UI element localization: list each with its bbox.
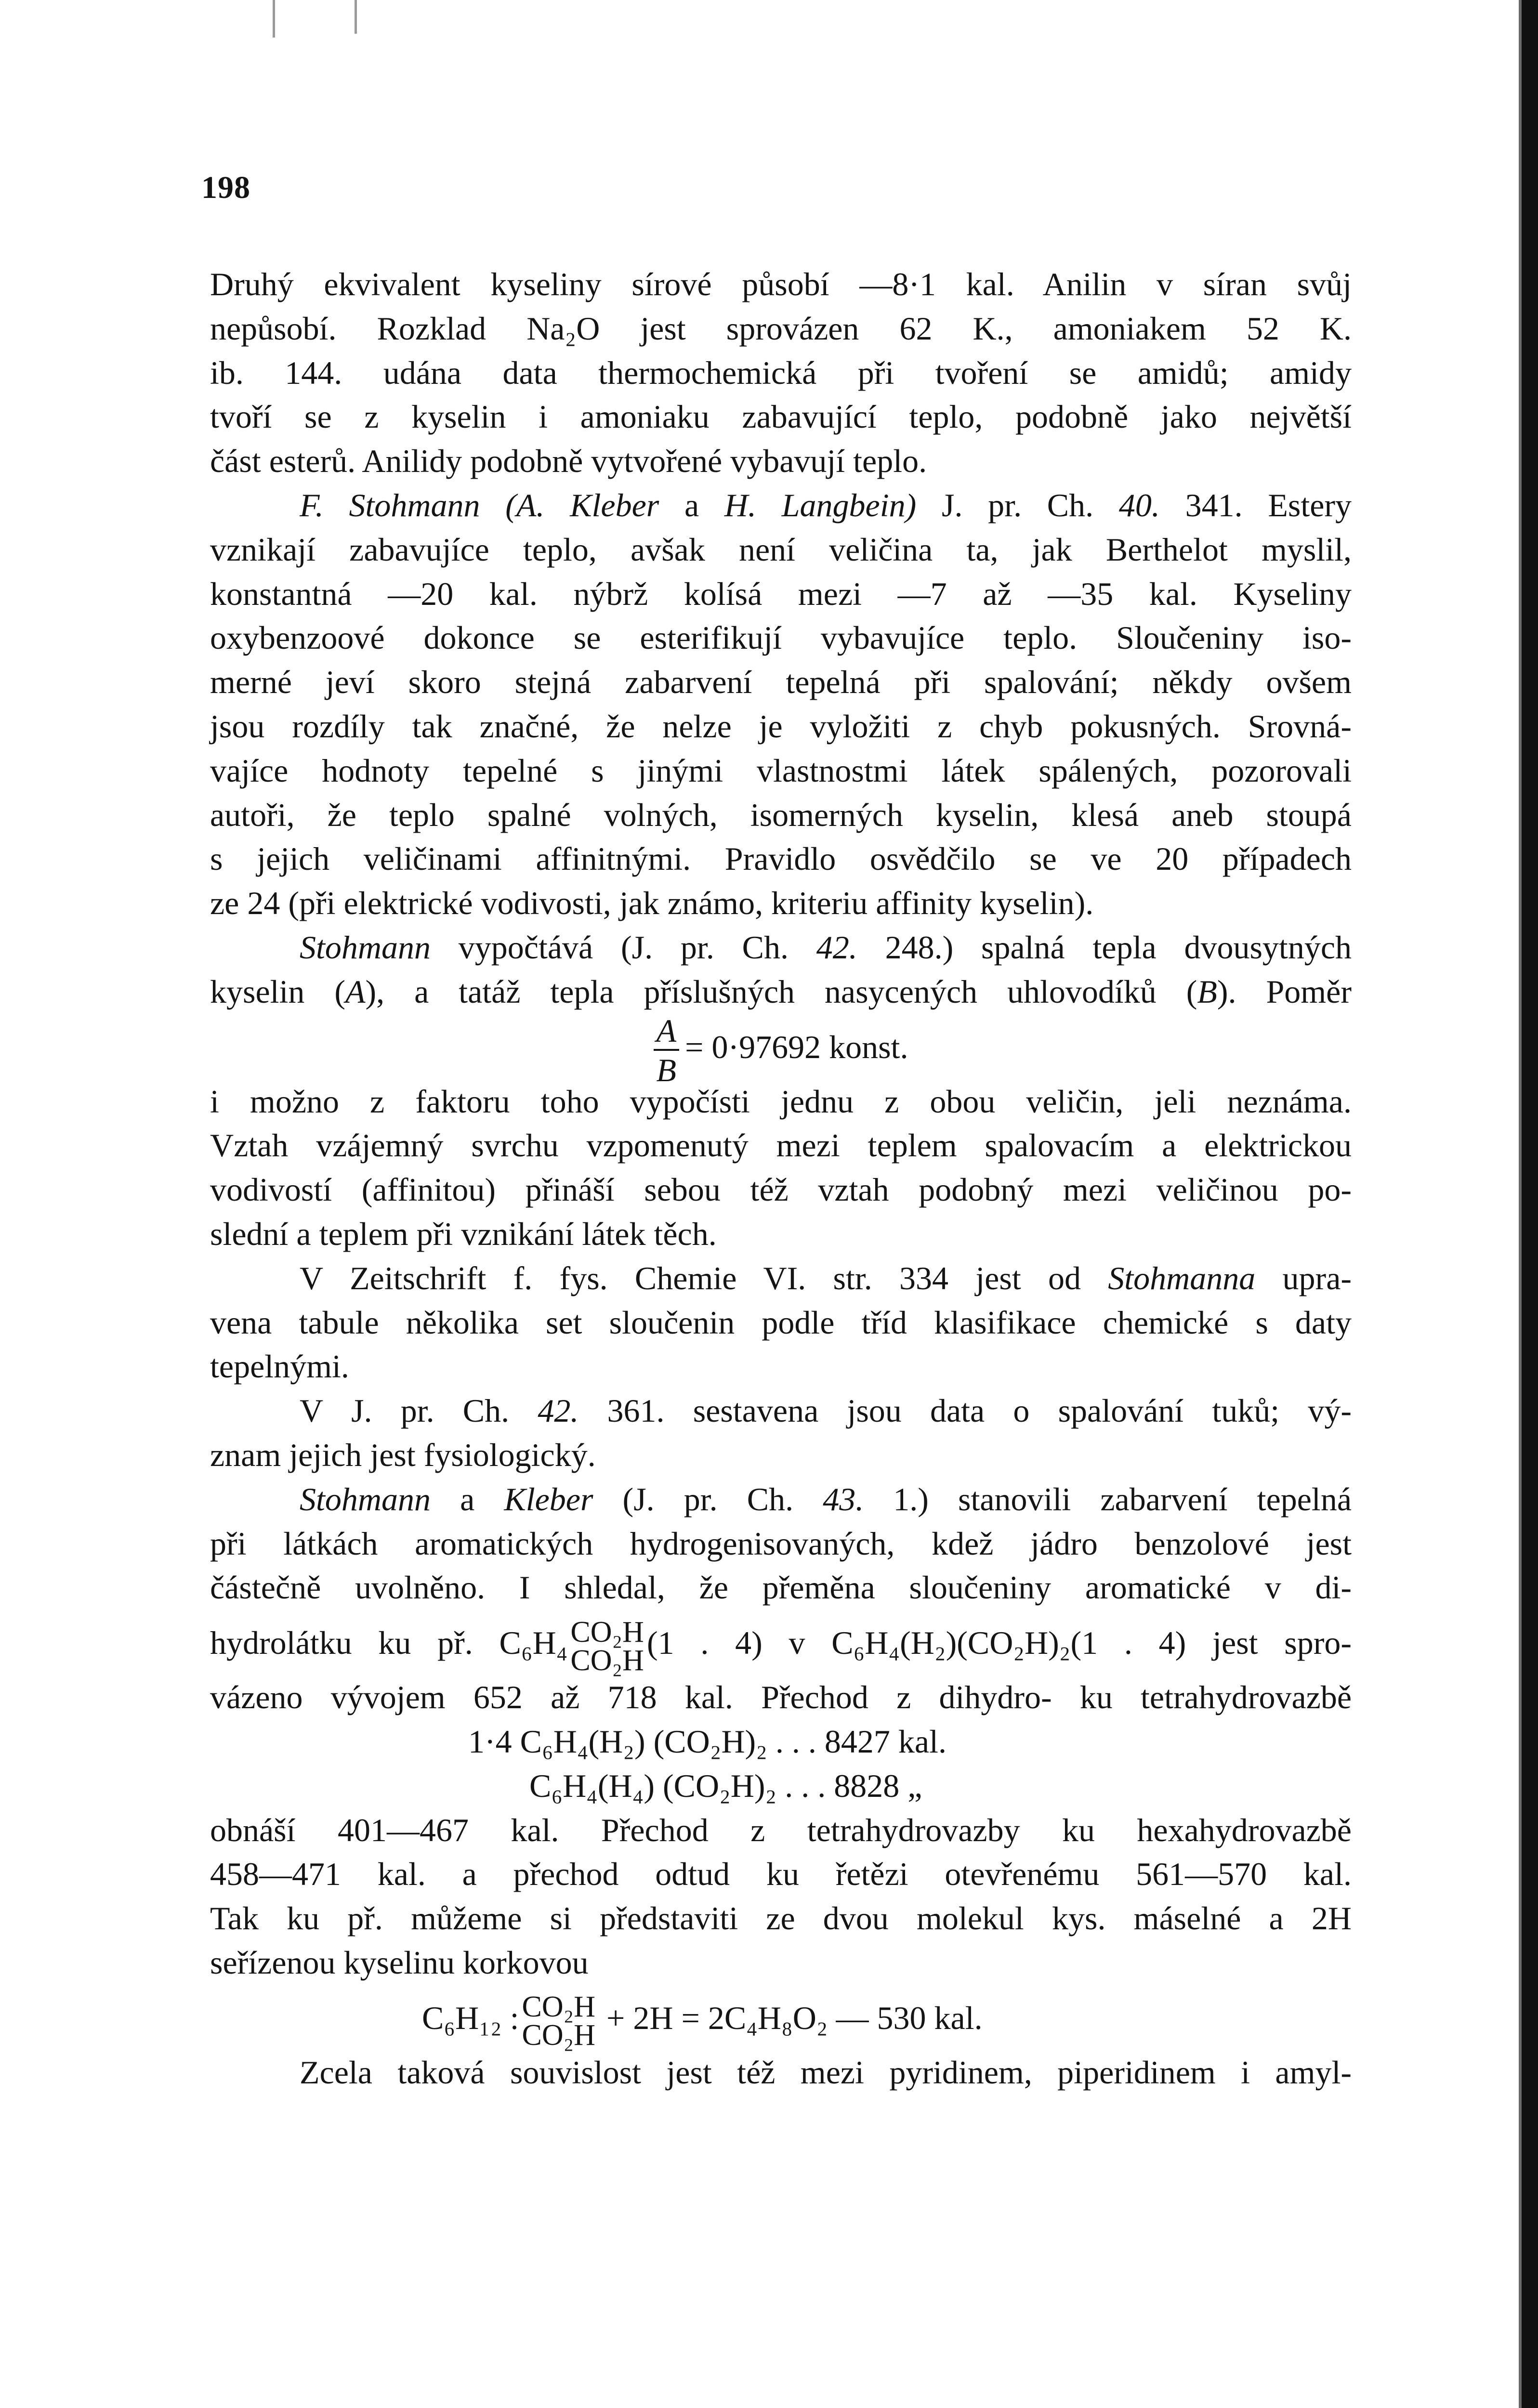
text-line: částečně uvolněno. I shledal, že přeměna sloučeniny aromatické v di-	[210, 1569, 1352, 1606]
volume-number: 42.	[538, 1392, 579, 1429]
scan-mark	[355, 0, 357, 34]
text-line: část esterů. Anilidy podobně vytvořené vybavují teplo.	[210, 443, 927, 480]
formula-stack	[570, 1615, 644, 1677]
text-fragment: hydrolátku ku př. C₆H₄	[210, 1624, 568, 1662]
formula-stack-bottom: CO₂H	[522, 2019, 596, 2052]
text-line: ib. 144. udána data thermochemická při tvoření se amidů; amidy	[210, 354, 1352, 391]
text-fragment: 248.) spalná tepla dvousytných	[885, 929, 1352, 966]
text-fragment: vypočtává (J. pr. Ch.	[458, 929, 789, 966]
formula-text-line	[210, 1610, 1352, 1675]
text-line: Tak ku př. můžeme si představiti ze dvou molekul kys. máselné a 2H	[210, 1900, 1352, 1937]
text-line: 458—471 kal. a přechod odtud ku řetězi otevřenému 561—570 kal.	[210, 1856, 1352, 1893]
volume-number: 43.	[823, 1480, 864, 1518]
formula-line: C₆H₄(H₄) (CO₂H)₂ . . . 8828 „	[529, 1767, 922, 1804]
text-line: Druhý ekvivalent kyseliny sírové působí —8·1 kal. Anilin v síran svůj	[210, 266, 1352, 302]
formula-stack	[522, 1990, 596, 2052]
paragraph	[210, 1478, 1352, 1720]
paragraph	[210, 262, 1352, 484]
volume-number: 40.	[1118, 486, 1160, 523]
text-line	[210, 1389, 1352, 1433]
text-line: vajíce hodnoty tepelné s jinými vlastnostmi látek spálených, pozorovali	[210, 752, 1352, 789]
equation-suberic-acid	[210, 1985, 1352, 2051]
text-line: tvoří se z kyselin i amoniaku zabavující teplo, podobně jako největší	[210, 398, 1352, 435]
text-line: oxybenzoové dokonce se esterifikují vybavujíce teplo. Sloučeniny iso-	[210, 619, 1352, 656]
equation-rhs: + 2H = 2C₄H₈O₂ — 530 kal.	[606, 1999, 983, 2036]
text-fragment: upra-	[1282, 1259, 1352, 1296]
paragraph	[210, 1389, 1352, 1478]
text-line: vznikají zabavujíce teplo, avšak není veličina ta, jak Berthelot myslil,	[210, 531, 1352, 568]
text-line: s jejich veličinami affinitnými. Pravidlo osvědčilo se ve 20 případech	[210, 840, 1352, 877]
formula-stack-top: CO₂H	[570, 1615, 644, 1649]
text-line: jsou rozdíly tak značné, že nelze je vyložiti z chyb pokusných. Srovná-	[210, 707, 1352, 745]
text-line	[210, 1478, 1352, 1522]
page-body	[210, 262, 1352, 2094]
text-fragment: 361. sestavena jsou data o spalování tuků; vý-	[607, 1392, 1352, 1429]
paragraph	[210, 1080, 1352, 1256]
symbol: B	[1197, 973, 1217, 1010]
text-line: Vztah vzájemný svrchu vzpomenutý mezi teplem spalovacím a elektrickou	[210, 1127, 1352, 1164]
author-name: Stohmann	[300, 929, 431, 966]
volume-number: 42.	[816, 929, 857, 966]
text-fragment: a	[460, 1480, 475, 1518]
fraction	[654, 1014, 680, 1086]
text-line: při látkách aromatických hydrogenisovaných, kdež jádro benzolové jest	[210, 1525, 1352, 1562]
text-line: znam jejich jest fysiologický.	[210, 1436, 596, 1473]
author-name: Kleber	[504, 1480, 593, 1518]
equation-rhs: = 0·97692 konst.	[685, 1028, 908, 1065]
scan-edge-strip	[1522, 0, 1538, 2408]
paragraph	[210, 926, 1352, 1014]
text-line: autoři, že teplo spalné volných, isomerných kyselin, klesá aneb stoupá	[210, 796, 1352, 833]
text-line: tepelnými.	[210, 1348, 349, 1385]
paragraph	[210, 1256, 1352, 1389]
text-fragment: J. pr. Ch.	[941, 486, 1094, 523]
author-name: (A. Kleber	[505, 486, 659, 523]
text-line: slední a teplem při vznikání látek těch.	[210, 1215, 717, 1252]
text-fragment: (1 . 4) v C₆H₄(H₂)(CO₂H)₂(1 . 4) jest spro-	[646, 1624, 1352, 1662]
text-fragment: V Zeitschrift f. fys. Chemie VI. str. 334 jest od	[300, 1259, 1081, 1296]
author-name: F. Stohmann	[300, 486, 480, 523]
paragraph	[210, 484, 1352, 926]
text-fragment: ), a tatáž tepla příslušných nasycených uhlovodíků (	[365, 973, 1197, 1010]
text-line: obnáší 401—467 kal. Přechod z tetrahydrovazby ku hexahydrovazbě	[210, 1811, 1352, 1848]
formula-stack-bottom: CO₂H	[570, 1644, 644, 1677]
scan-mark	[273, 0, 275, 38]
text-line: Zcela taková souvislost jest též mezi pyridinem, piperidinem i amyl-	[300, 2054, 1352, 2091]
text-line: ze 24 (při elektrické vodivosti, jak známo, kriteriu affinity kyselin).	[210, 885, 1094, 922]
paragraph	[210, 2051, 1352, 2095]
author-name: Stohmann	[300, 1480, 431, 1518]
symbol: A	[345, 973, 366, 1010]
equation-ratio	[210, 1012, 1352, 1088]
formula-stack-top: CO₂H	[522, 1990, 596, 2024]
text-fragment: a	[684, 486, 699, 523]
text-fragment: kyselin (	[210, 973, 345, 1010]
text-line: merné jeví skoro stejná zabarvení tepelná při spalování; někdy ovšem	[210, 664, 1352, 701]
author-name: Stohmanna	[1108, 1259, 1256, 1296]
text-fragment: ). Poměr	[1217, 973, 1352, 1010]
text-line: konstantná —20 kal. nýbrž kolísá mezi —7 až —35 kal. Kyseliny	[210, 575, 1352, 612]
text-line: seřízenou kyselinu korkovou	[210, 1944, 589, 1981]
text-fragment: 1.) stanovili zabarvení tepelná	[893, 1480, 1352, 1518]
text-fragment: (J. pr. Ch.	[622, 1480, 794, 1518]
text-line: i možno z faktoru toho vypočísti jednu z obou veličin, jeli neznáma.	[210, 1083, 1352, 1120]
text-line	[210, 484, 1352, 528]
text-line	[210, 926, 1352, 970]
text-line: vázeno vývojem 652 až 718 kal. Přechod z dihydro- ku tetrahydrovazbě	[210, 1679, 1352, 1716]
author-name: H. Langbein)	[724, 486, 917, 523]
text-line	[210, 970, 1352, 1014]
paragraph	[210, 1808, 1352, 1985]
formula-list	[210, 1720, 1352, 1808]
text-fragment: V J. pr. Ch.	[300, 1392, 510, 1429]
fraction-numerator: A	[654, 1014, 680, 1051]
text-line: nepůsobí. Rozklad Na₂O jest sprovázen 62 K., amoniakem 52 K.	[210, 310, 1352, 347]
text-line: vodivostí (affinitou) přináší sebou též vztah podobný mezi veličinou po-	[210, 1171, 1352, 1208]
formula-line: 1·4 C₆H₄(H₂) (CO₂H)₂ . . . 8427 kal.	[468, 1723, 946, 1760]
text-fragment: 341. Estery	[1185, 486, 1352, 523]
text-line: vena tabule několika set sloučenin podle tříd klasifikace chemické s daty	[210, 1304, 1352, 1341]
text-line	[210, 1256, 1352, 1301]
page-number: 198	[201, 170, 250, 205]
equation-lhs: C₆H₁₂ :	[422, 1999, 519, 2036]
fraction-denominator: B	[656, 1051, 677, 1088]
scan-edge-shadow	[1519, 0, 1522, 2408]
